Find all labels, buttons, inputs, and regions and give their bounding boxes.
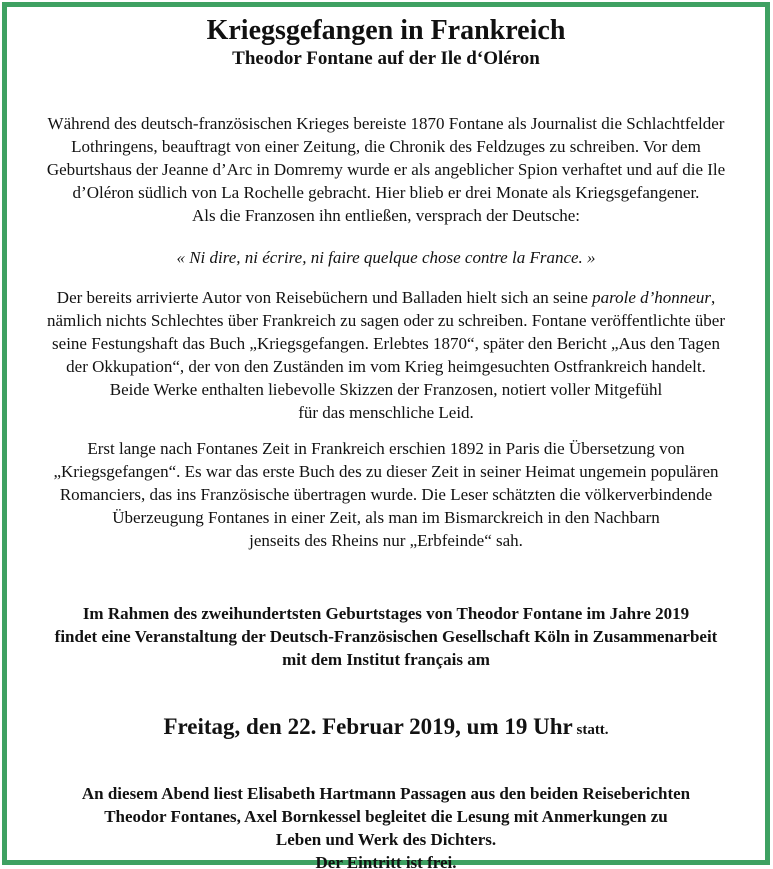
event-date-suffix: statt.	[572, 722, 609, 738]
paragraph-closing: An diesem Abend liest Elisabeth Hartmann Passagen aus den beiden Reiseberichten Theodor Fontanes, Axel Bornkessel begleitet die Lesung mit Anmerkungen zu Leben und Werk des Dichters. Der Eintritt ist frei.	[81, 784, 691, 869]
parole-italic-phrase: parole d’honneur	[592, 288, 711, 307]
event-date-line	[19, 713, 753, 744]
paragraph-translation: Erst lange nach Fontanes Zeit in Frankreich erschien 1892 in Paris die Übersetzung von „Kriegsgefangen“. Es war das erste Buch des zu dieser Zeit in seiner Heimat ungemein populären Romanciers, das ins Französische übertragen wurde. Die Leser schätzten die völkerverbindende Überzeugung Fontanes in einer Zeit, als man im Bismarckreich in den Nachbarn jenseits des Rheins nur „Erbfeinde“ sah.	[53, 439, 719, 550]
parole-line1-pre: Der bereits arrivierte Autor von Reisebüchern und Balladen hielt sich an seine	[56, 288, 593, 307]
paragraph-event-announcement: Im Rahmen des zweihundertsten Geburtstages von Theodor Fontane im Jahre 2019 findet eine Veranstaltung der Deutsch-Französischen Gesellschaft Köln in Zusammenarbeit mit dem Institut français am	[54, 604, 718, 669]
french-quote: « Ni dire, ni écrire, ni faire quelque chose contre la France. »	[176, 248, 596, 267]
green-border-frame	[2, 2, 770, 869]
parole-rest-lines: nämlich nichts Schlechtes über Frankreich zu sagen oder zu schreiben. Fontane veröffentlichte über seine Festungshaft das Buch „Kriegsgefangen. Erlebtes 1870“, später den Bericht „Aus den Tagen der Okkupation“, der von den Zuständen im vom Krieg heimgesuchten Ostfrankreich handelt. Beide Werke enthalten liebevolle Skizzen der Franzosen, notiert voller Mitgefühl für das menschliche Leid.	[46, 311, 726, 422]
page-subtitle: Theodor Fontane auf der Ile d‘Oléron	[232, 48, 540, 69]
parole-line1-post: ,	[710, 288, 716, 307]
event-date: Freitag, den 22. Februar 2019, um 19 Uhr	[163, 714, 573, 739]
paragraph-intro: Während des deutsch-französischen Krieges bereiste 1870 Fontane als Journalist die Schlachtfelder Lothringens, beauftragt von einer Zeitung, die Chronik des Feldzuges zu schreiben. Vor dem Geburtshaus der Jeanne d’Arc in Domremy wurde er als angeblicher Spion verhaftet und auf die Ile d’Oléron südlich von La Rochelle gebracht. Hier blieb er drei Monate als Kriegsgefangener. Als die Franzosen ihn entließen, versprach der Deutsche:	[46, 114, 726, 225]
page-title: Kriegsgefangen in Frankreich	[206, 15, 566, 46]
paragraph-parole	[19, 286, 753, 424]
